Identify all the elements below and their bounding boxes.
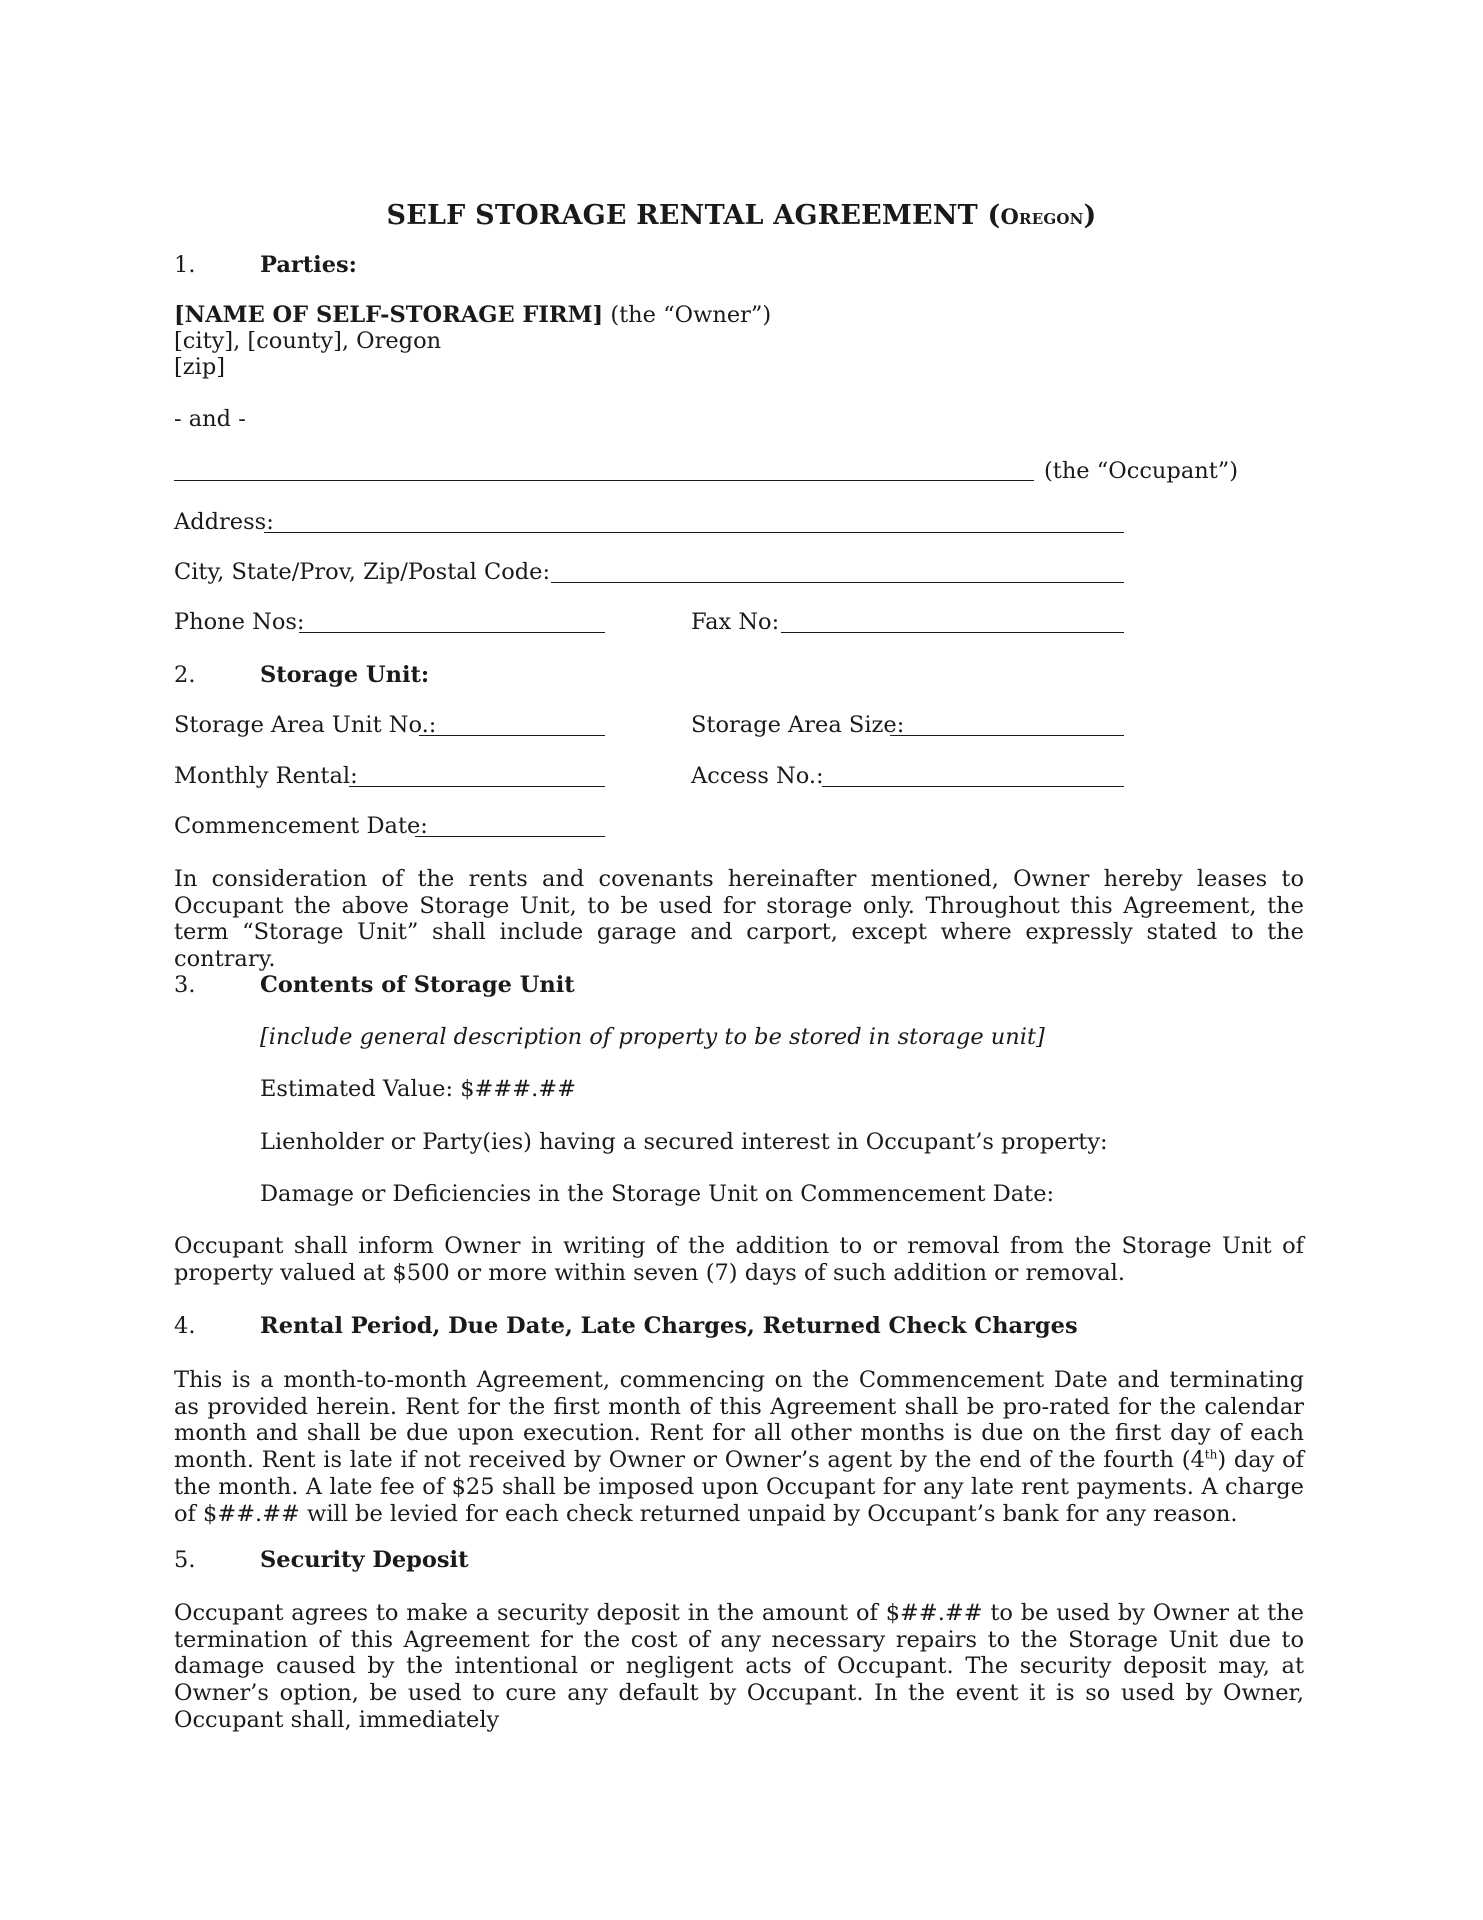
section-2-number: 2.: [174, 662, 196, 688]
occupant-label: (the “Occupant”): [1044, 458, 1239, 484]
section-3-number: 3.: [174, 972, 196, 998]
owner-name: [NAME OF SELF-STORAGE FIRM]: [174, 302, 604, 328]
unit-no-field[interactable]: [419, 735, 605, 736]
occupant-name-field[interactable]: [174, 480, 1034, 481]
section-5-heading: Security Deposit: [260, 1547, 469, 1573]
section-5-number: 5.: [174, 1547, 196, 1573]
phone-field[interactable]: [299, 632, 605, 633]
lienholder-text: Lienholder or Party(ies) having a secured interest in Occupant’s property:: [260, 1129, 1108, 1155]
ordinal-suffix: th: [1204, 1447, 1218, 1462]
section-4-number: 4.: [174, 1313, 196, 1339]
unit-no-label: Storage Area Unit No.:: [174, 712, 437, 738]
rental-period-paragraph: This is a month-to-month Agreement, commencing on the Commencement Date and terminating as provided herein. Rent for the first month of this Agreement shall be pro-rated for the calendar month and shall be due upon execution. Rent for all other months is due on the first day of each month. Rent is late if not received by Owner or Owner’s agent by the end of the fourth (4th) day of the month. A late fee of $25 shall be imposed upon Occupant for any late rent payments. A charge of $##.## will be levied for each check returned unpaid by Occupant’s bank for any reason.: [174, 1367, 1304, 1527]
damage-text: Damage or Deficiencies in the Storage Unit on Commencement Date:: [260, 1181, 1055, 1207]
owner-city: [city], [county], Oregon: [174, 328, 442, 354]
address-label: Address:: [174, 509, 274, 535]
security-deposit-paragraph: Occupant agrees to make a security deposit in the amount of $##.## to be used by Owner at the termination of this Agreement for the cost of any necessary repairs to the Storage Unit due to damage caused by the intentional or negligent acts of Occupant. The security deposit may, at Owner’s option, be used to cure any default by Occupant. In the event it is so used by Owner, Occupant shall, immediately: [174, 1600, 1304, 1733]
monthly-rental-field[interactable]: [349, 786, 605, 787]
address-field[interactable]: [264, 532, 1124, 533]
fax-field[interactable]: [781, 632, 1124, 633]
access-no-label: Access No.:: [691, 763, 824, 789]
commencement-date-field[interactable]: [415, 836, 605, 837]
owner-zip: [zip]: [174, 354, 226, 380]
fax-label: Fax No:: [691, 609, 780, 635]
city-state-zip-label: City, State/Prov, Zip/Postal Code:: [174, 559, 551, 585]
title-state: Oregon: [1000, 204, 1084, 229]
monthly-rental-label: Monthly Rental:: [174, 763, 358, 789]
consideration-paragraph: In consideration of the rents and covenants hereinafter mentioned, Owner hereby leases to Occupant the above Storage Unit, to be used for storage only. Throughout this Agreement, the term “Storage Unit” shall include garage and carport, except where expressly stated to the contrary.: [174, 866, 1304, 973]
access-no-field[interactable]: [822, 786, 1124, 787]
commencement-date-label: Commencement Date:: [174, 813, 428, 839]
area-size-field[interactable]: [890, 735, 1124, 736]
section-3-heading: Contents of Storage Unit: [260, 972, 575, 998]
phone-label: Phone Nos:: [174, 609, 305, 635]
document-title: SELF STORAGE RENTAL AGREEMENT (Oregon): [386, 200, 1097, 231]
section-1-heading: Parties:: [260, 252, 357, 278]
inform-owner-paragraph: Occupant shall inform Owner in writing of the addition to or removal from the Storage Unit of property valued at $500 or more within seven (7) days of such addition or removal.: [174, 1233, 1304, 1286]
owner-name-line: [NAME OF SELF-STORAGE FIRM] (the “Owner”): [174, 302, 772, 328]
section-4-heading: Rental Period, Due Date, Late Charges, Returned Check Charges: [260, 1313, 1078, 1339]
section-2-heading: Storage Unit:: [260, 662, 430, 688]
and-separator: - and -: [174, 406, 246, 432]
city-state-zip-field[interactable]: [551, 582, 1124, 583]
area-size-label: Storage Area Size:: [691, 712, 905, 738]
section-1-number: 1.: [174, 252, 196, 278]
property-description: [include general description of property to be stored in storage unit]: [260, 1024, 1045, 1050]
estimated-value: Estimated Value: $###.##: [260, 1076, 576, 1102]
